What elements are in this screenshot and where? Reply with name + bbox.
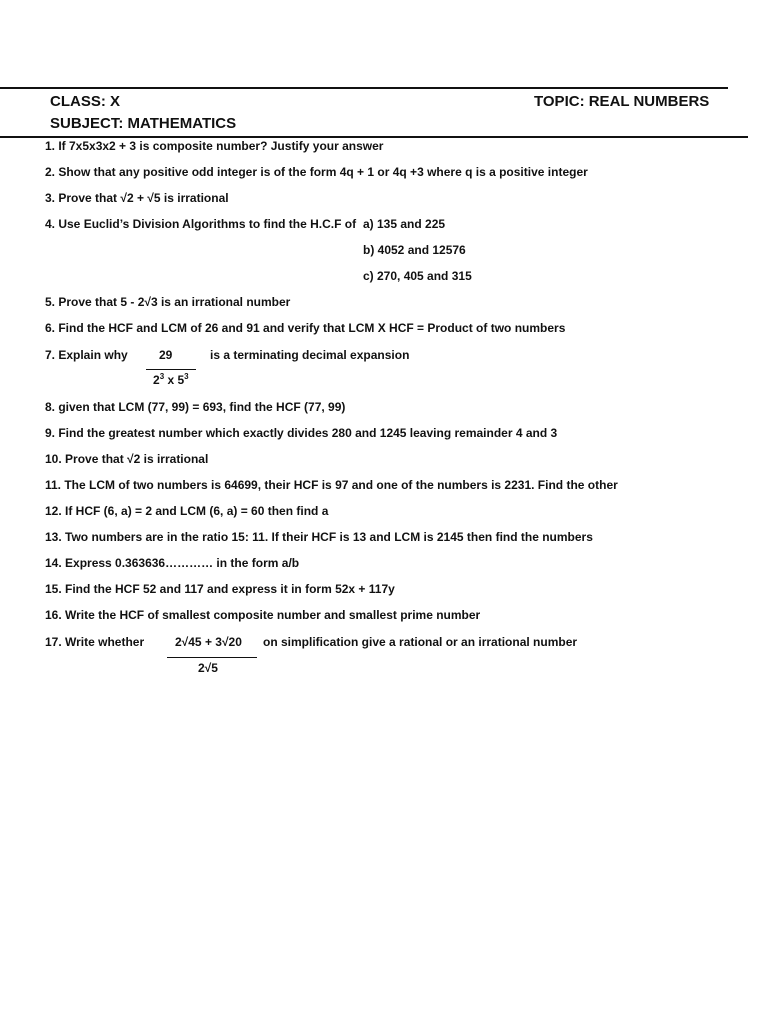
question-4-option-a: a) 135 and 225	[363, 217, 446, 231]
question-3: 3. Prove that √2 + √5 is irrational	[45, 191, 229, 205]
question-9: 9. Find the greatest number which exactly divides 280 and 1245 leaving remainder 4 and 3	[45, 426, 558, 440]
question-10: 10. Prove that √2 is irrational	[45, 452, 209, 466]
question-4-stem: 4. Use Euclid’s Division Algorithms to find the H.C.F of	[45, 217, 357, 231]
topic-label: TOPIC: REAL NUMBERS	[534, 93, 710, 110]
question-7-fraction-bar	[146, 369, 196, 370]
question-13: 13. Two numbers are in the ratio 15: 11. If their HCF is 13 and LCM is 2145 then find the numbers	[45, 530, 593, 544]
question-15: 15. Find the HCF 52 and 117 and express it in form 52x + 117y	[45, 582, 395, 596]
question-4-option-b: b) 4052 and 12576	[363, 243, 466, 257]
question-17-numerator: 2√45 + 3√20	[175, 635, 242, 649]
class-label: CLASS: X	[50, 93, 121, 110]
subject-label: SUBJECT: MATHEMATICS	[50, 115, 237, 132]
question-17-denominator: 2√5	[198, 661, 218, 675]
question-14: 14. Express 0.363636………… in the form a/b	[45, 556, 300, 570]
question-8: 8. given that LCM (77, 99) = 693, find the HCF (77, 99)	[45, 400, 346, 414]
question-1: 1. If 7x5x3x2 + 3 is composite number? Justify your answer	[45, 139, 384, 153]
question-7-denominator: $2^3$ x $5^3$	[153, 372, 189, 387]
question-17-fraction-bar	[167, 657, 257, 658]
question-5: 5. Prove that 5 - 2√3 is an irrational number	[45, 295, 291, 309]
question-17-tail: on simplification give a rational or an irrational number	[263, 635, 578, 649]
question-7-numerator: 29	[159, 348, 173, 362]
question-16: 16. Write the HCF of smallest composite number and smallest prime number	[45, 608, 481, 622]
question-7-tail: is a terminating decimal expansion	[210, 348, 410, 362]
question-11: 11. The LCM of two numbers is 64699, their HCF is 97 and one of the numbers is 2231. Find the other	[45, 478, 618, 492]
top-rule	[0, 87, 728, 89]
question-17-stem: 17. Write whether	[45, 635, 145, 649]
question-4-option-c: c) 270, 405 and 315	[363, 269, 472, 283]
question-2: 2. Show that any positive odd integer is of the form 4q + 1 or 4q +3 where q is a positive integer	[45, 165, 588, 179]
question-7-stem: 7. Explain why	[45, 348, 128, 362]
question-12: 12. If HCF (6, a) = 2 and LCM (6, a) = 60 then find a	[45, 504, 329, 518]
question-6: 6. Find the HCF and LCM of 26 and 91 and verify that LCM X HCF = Product of two numbers	[45, 321, 566, 335]
header-rule	[0, 136, 748, 138]
